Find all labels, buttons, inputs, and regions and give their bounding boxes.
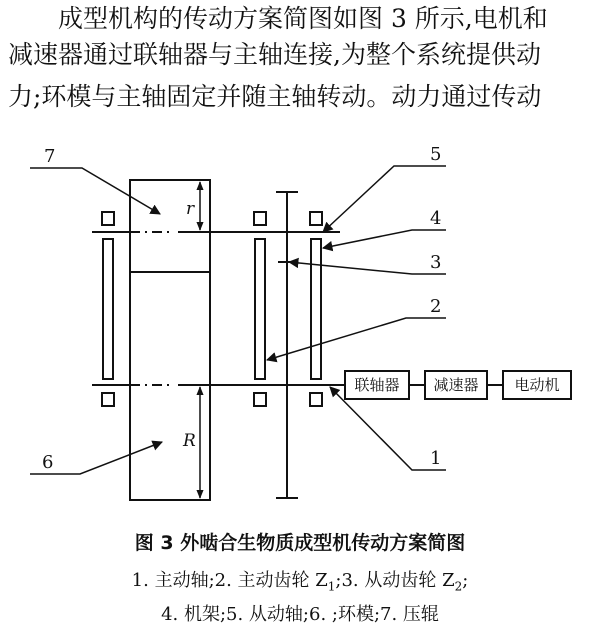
ring-die-body (130, 180, 210, 500)
dim-r-label: r (186, 199, 195, 219)
callout-1: 1 (430, 448, 442, 469)
right-gear (311, 239, 321, 379)
leader-7 (30, 168, 160, 214)
callout-7: 7 (44, 146, 56, 167)
bearing-top-left (102, 212, 114, 225)
legend1-part-b: ;3. 从动齿轮 Z (335, 570, 455, 591)
leader-2 (267, 318, 446, 360)
body-paragraph (0, 0, 600, 120)
callout-3: 3 (430, 252, 442, 273)
paragraph-line-1: 成型机构的传动方案简图如图 3 所示,电机和 (58, 4, 548, 33)
paragraph-line-2: 减速器通过联轴器与主轴连接,为整个系统提供动 (8, 40, 541, 69)
figure-caption-title: 图 3 外啮合生物质成型机传动方案简图 (134, 532, 466, 554)
figure-legend-line-1 (0, 566, 600, 594)
transmission-diagram (0, 140, 600, 520)
figure-legend-line-2: 4. 机架;5. 从动轴;6. ;环模;7. 压辊 (161, 604, 439, 625)
legend1-part-c: ; (462, 570, 469, 591)
callout-4: 4 (430, 208, 442, 229)
paragraph-line-3: 力;环模与主轴固定并随主轴转动。动力通过传动 (8, 82, 542, 111)
legend1-part-a: 1. 主动轴;2. 主动齿轮 Z (131, 570, 328, 591)
box-label-coupling: 联轴器 (354, 376, 400, 394)
middle-gear (255, 239, 265, 379)
leader-3 (289, 262, 446, 274)
callout-2: 2 (430, 296, 442, 317)
bearing-top-mid (254, 212, 266, 225)
legend1-sub-2: 2 (454, 579, 463, 594)
dim-R-label: R (183, 431, 196, 451)
bearing-top-right (310, 212, 322, 225)
leader-5 (323, 166, 446, 232)
box-label-reducer: 减速器 (433, 376, 479, 394)
callout-6: 6 (42, 452, 54, 473)
box-label-motor: 电动机 (514, 376, 560, 394)
bearing-bottom-right (310, 393, 322, 406)
callout-5: 5 (430, 144, 442, 165)
left-gear (103, 239, 113, 379)
bearing-bottom-left (102, 393, 114, 406)
legend1-sub-1: 1 (327, 579, 336, 594)
leader-4 (323, 230, 446, 248)
bearing-bottom-mid (254, 393, 266, 406)
